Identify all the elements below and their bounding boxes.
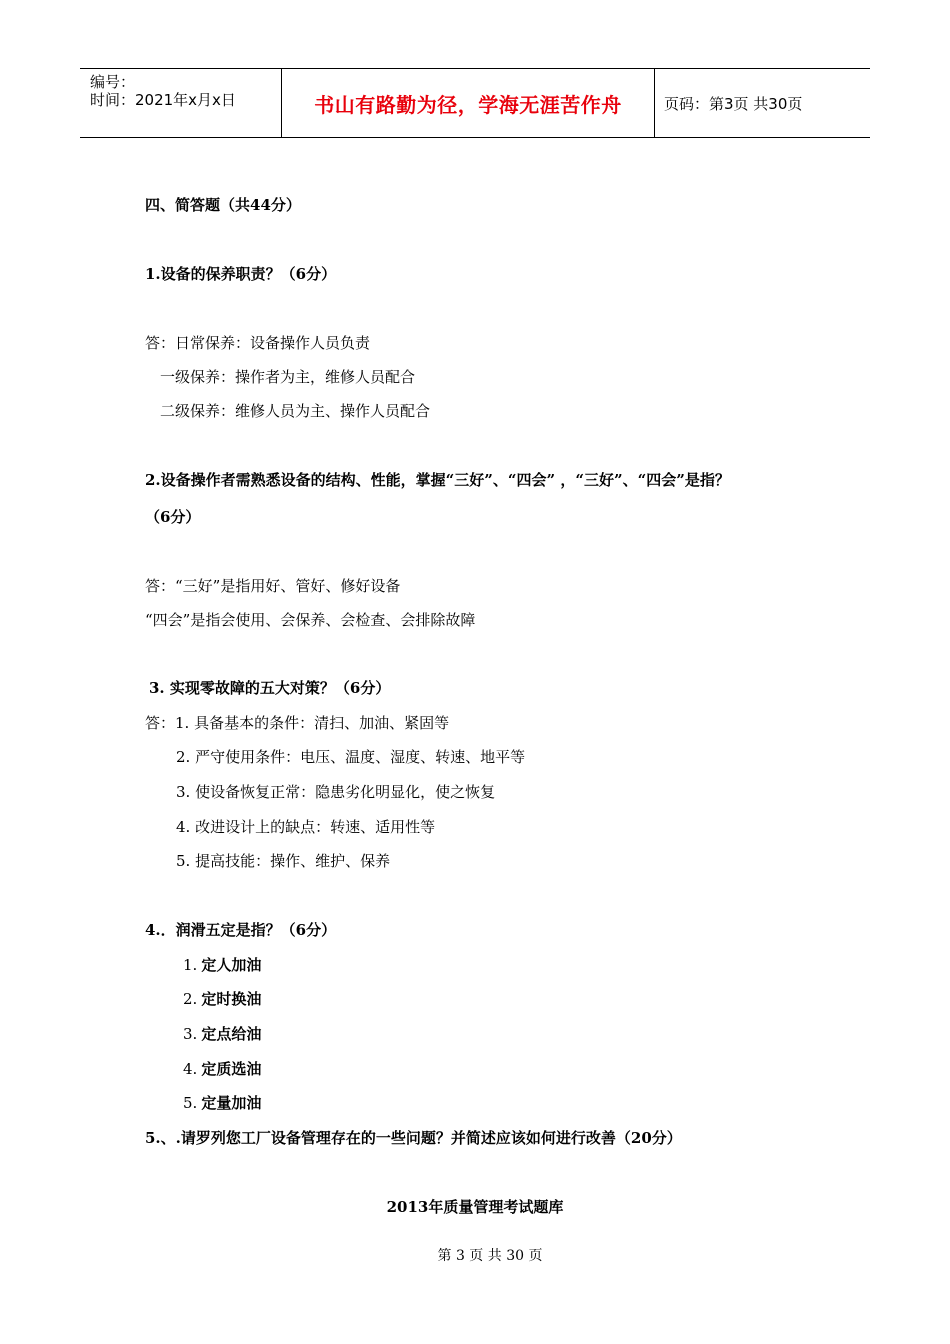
document-title: 2013年质量管理考试题库 <box>386 1198 564 1216</box>
q3-answer-2: 2. 严守使用条件：电压、温度、湿度、转速、地平等 <box>176 748 526 766</box>
q4-item-text: 定点给油 <box>201 1025 262 1043</box>
q3-answer-4: 4. 改进设计上的缺点：转速、适用性等 <box>176 818 436 836</box>
q4-item-number: 4. <box>183 1060 198 1078</box>
page-header <box>80 68 870 138</box>
q1-answer-1: 答：日常保养：设备操作人员负责 <box>145 334 371 352</box>
q4-item-number: 5. <box>183 1094 198 1112</box>
q3-answer-3: 3. 使设备恢复正常：隐患劣化明显化，使之恢复 <box>176 783 496 801</box>
q4-item-text: 定时换油 <box>201 990 262 1008</box>
q3-question: 3. 实现零故障的五大对策？（6分） <box>149 679 391 697</box>
q2-question-line2: （6分） <box>145 508 201 526</box>
q4-item <box>183 1024 261 1044</box>
q1-answer-2: 一级保养：操作者为主，维修人员配合 <box>160 368 416 386</box>
q4-item <box>183 955 261 975</box>
q4-item <box>183 1059 261 1079</box>
header-page-text: 页码：第3页 共30页 <box>664 94 803 113</box>
header-motto: 书山有路勤为径，学海无涯苦作舟 <box>281 69 655 137</box>
q4-item-number: 3. <box>183 1025 198 1043</box>
q4-item-text: 定量加油 <box>201 1094 262 1112</box>
q4-item-text: 定人加油 <box>201 956 262 974</box>
q3-answer-1: 答：1. 具备基本的条件：清扫、加油、紧固等 <box>145 714 450 732</box>
header-time-label: 时间：2021年x月x日 <box>90 91 236 109</box>
q2-answer-1: 答：“三好”是指用好、管好、修好设备 <box>145 577 401 595</box>
header-page-label <box>664 69 870 137</box>
q3-answer-5: 5. 提高技能：操作、维护、保养 <box>176 852 391 870</box>
header-left-cell <box>80 69 280 137</box>
q4-item <box>183 989 261 1009</box>
q2-question-line1: 2.设备操作者需熟悉设备的结构、性能，掌握“三好”、“四会” ，“三好”、“四会”是指？ <box>145 471 730 489</box>
q4-item-number: 2. <box>183 990 198 1008</box>
header-code-label: 编号： <box>90 73 136 91</box>
section-title: 四、简答题（共44分） <box>145 196 301 214</box>
q4-question: 4.．润滑五定是指？（6分） <box>145 921 337 939</box>
q4-item <box>183 1093 261 1113</box>
page-footer: 第 3 页 共 30 页 <box>437 1248 543 1264</box>
q5-question: 5.、.请罗列您工厂设备管理存在的一些问题？并简述应该如何进行改善（20分） <box>145 1129 682 1147</box>
q1-answer-3: 二级保养：维修人员为主、操作人员配合 <box>160 402 431 420</box>
q4-item-text: 定质选油 <box>201 1060 262 1078</box>
q1-question: 1.设备的保养职责？（6分） <box>145 265 337 283</box>
q4-item-number: 1. <box>183 956 198 974</box>
q2-answer-2: “四会”是指会使用、会保养、会检查、会排除故障 <box>145 611 476 629</box>
